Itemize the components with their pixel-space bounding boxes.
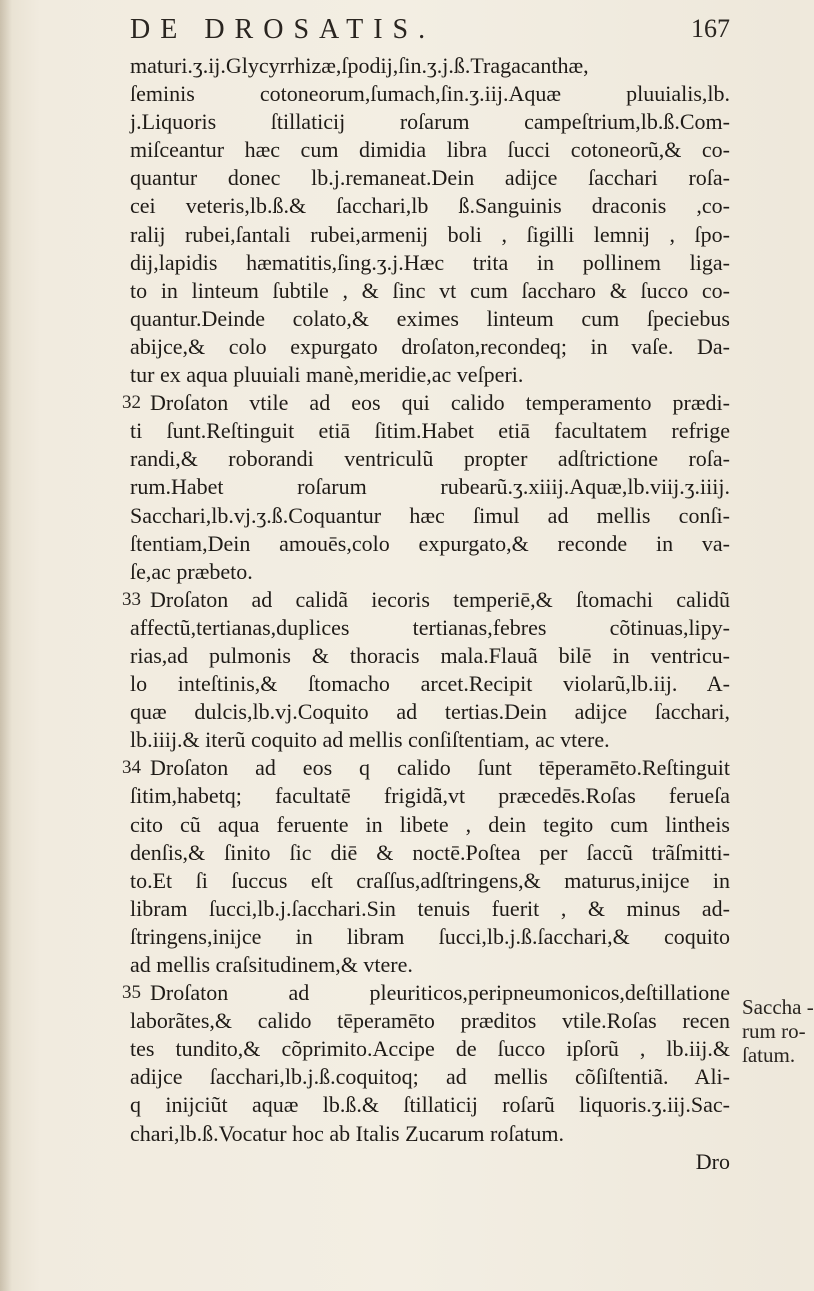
text-line [130, 670, 730, 698]
text-line [130, 305, 730, 333]
running-title: DE DROSATIS. [130, 14, 436, 45]
line-text: lb.iiij.& iterũ coquito ad mellis conſiſtentiam, ac vtere. [130, 727, 610, 753]
text-line [130, 192, 730, 220]
line-text: to in linteum ſubtile , & ſinc vt cum ſaccharo & ſucco co- [130, 277, 730, 303]
text-line [130, 614, 730, 642]
line-text: tes tundito,& cõprimito.Accipe de ſucco ipſorũ , lb.iij.& [130, 1036, 730, 1062]
text-line [130, 951, 730, 979]
text-line [130, 80, 730, 108]
line-text: to.Et ſi ſuccus eſt craſſus,adſtringens,& maturus,inijce in [130, 867, 730, 893]
text-line [130, 164, 730, 192]
text-line [130, 782, 730, 810]
text-line [130, 221, 730, 249]
line-text: quantur.Deinde colato,& eximes linteum cum ſpeciebus [130, 305, 730, 331]
text-line [122, 389, 730, 417]
line-text: Droſaton ad calidã iecoris temperiē,& ſtomachi calidũ [150, 586, 730, 612]
line-text: rum.Habet roſarum rubearũ.ʒ.xiiij.Aquæ,lb.viij.ʒ.iiij. [130, 474, 730, 500]
text-line [130, 698, 730, 726]
text-line [122, 754, 730, 782]
text-line [130, 1063, 730, 1091]
text-line [130, 333, 730, 361]
line-text: affectũ,tertianas,duplices tertianas,febres cõtinuas,lipy- [130, 614, 730, 640]
line-text: j.Liquoris ſtillaticij roſarum campeſtrium,lb.ß.Com- [130, 109, 730, 135]
text-line [130, 1120, 730, 1148]
line-text: laborãtes,& calido tēperamēto præditos vtile.Roſas recen [130, 1008, 730, 1034]
text-line [130, 249, 730, 277]
text-line [122, 979, 730, 1007]
text-line [130, 473, 730, 501]
line-text: Sacchari,lb.vj.ʒ.ß.Coquantur hæc ſimul ad mellis conſi- [130, 502, 730, 528]
text-line [130, 558, 730, 586]
paragraph-number: 32 [122, 392, 141, 414]
line-text: ſeminis cotoneorum,ſumach,ſin.ʒ.iij.Aquæ pluuialis,lb. [130, 81, 730, 107]
text-line [130, 867, 730, 895]
text-line [130, 726, 730, 754]
text-line [130, 417, 730, 445]
text-line [130, 1035, 730, 1063]
page-header [130, 14, 730, 54]
margin-note-line: rum ro- [742, 1019, 806, 1043]
text-line [130, 277, 730, 305]
text-line [130, 108, 730, 136]
line-text: randi,& roborandi ventriculũ propter adſtrictione roſa- [130, 446, 730, 472]
line-text: denſis,& ſinito ſic diē & noctē.Poſtea per ſaccũ trãſmitti- [130, 839, 730, 865]
line-text: Droſaton ad eos q calido ſunt tēperamēto.Reſtinguit [150, 755, 730, 781]
margin-note-line: ſatum. [742, 1043, 796, 1067]
line-text: miſceantur hæc cum dimidia libra ſucci cotoneorũ,& co- [130, 137, 730, 163]
line-text: adijce ſacchari,lb.j.ß.coquitoq; ad mellis cõſiſtentiã. Ali- [130, 1064, 730, 1090]
text-line [130, 923, 730, 951]
text-line [130, 530, 730, 558]
line-text: lo inteſtinis,& ſtomacho arcet.Recipit violarũ,lb.iij. A- [130, 671, 730, 697]
paragraph-number: 35 [122, 982, 141, 1004]
text-line [122, 586, 730, 614]
margin-note [742, 995, 814, 1067]
line-text: rias,ad pulmonis & thoracis mala.Flauã bilē in ventricu- [130, 642, 730, 668]
page-number: 167 [691, 14, 730, 43]
line-text: maturi.ʒ.ij.Glycyrrhizæ,ſpodij,ſin.ʒ.j.ß.Tragacanthæ, [130, 53, 589, 78]
text-line [130, 1007, 730, 1035]
line-text: chari,lb.ß.Vocatur hoc ab Italis Zucarum roſatum. [130, 1120, 564, 1146]
body-text [122, 52, 730, 1176]
text-line [130, 839, 730, 867]
text-line [130, 895, 730, 923]
line-text: ti ſunt.Reſtinguit etiā ſitim.Habet etiā facultatem refrige [130, 418, 730, 444]
line-text: ad mellis craſsitudinem,& vtere. [130, 952, 413, 977]
line-text: cito cũ aqua feruente in libete , dein tegito cum lintheis [130, 811, 730, 837]
line-text: ſtringens,inijce in libram ſucci,lb.j.ß.ſacchari,& coquito [130, 923, 730, 949]
paragraph-number: 34 [122, 757, 141, 779]
line-text: abijce,& colo expurgato droſaton,recondeq; in vaſe. Da- [130, 333, 730, 359]
text-line [130, 136, 730, 164]
line-text: q inijciũt aquæ lb.ß.& ſtillaticij roſarũ liquoris.ʒ.iij.Sac- [130, 1092, 730, 1118]
line-text: quantur donec lb.j.remaneat.Dein adijce ſacchari roſa- [130, 165, 730, 191]
text-line [130, 361, 730, 389]
margin-note-line: Saccha - [742, 995, 814, 1019]
line-text: ſitim,habetq; facultatē frigidã,vt præcedēs.Roſas ferueſa [130, 783, 730, 809]
line-text: dij,lapidis hæmatitis,ſing.ʒ.j.Hæc trita in pollinem liga- [130, 249, 730, 275]
line-text: Droſaton vtile ad eos qui calido temperamento prædi- [150, 390, 730, 416]
binding-shadow [0, 0, 12, 1291]
line-text: Dro [695, 1148, 730, 1174]
catchword [130, 1148, 730, 1176]
text-line [130, 445, 730, 473]
line-text: quæ dulcis,lb.vj.Coquito ad tertias.Dein adijce ſacchari, [130, 699, 730, 725]
text-line [130, 642, 730, 670]
text-line [130, 1091, 730, 1119]
line-text: Droſaton ad pleuriticos,peripneumonicos,deſtillatione [150, 980, 730, 1006]
text-line [130, 811, 730, 839]
line-text: cei veteris,lb.ß.& ſacchari,lb ß.Sanguinis draconis ,co- [130, 193, 730, 219]
line-text: ralij rubei,ſantali rubei,armenij boli , ſigilli lemnij , ſpo- [130, 221, 730, 247]
line-text: ſtentiam,Dein amouēs,colo expurgato,& reconde in va- [130, 530, 730, 556]
text-line [130, 52, 730, 80]
line-text: ſe,ac præbeto. [130, 558, 253, 584]
line-text: tur ex aqua pluuiali manè,meridie,ac veſperi. [130, 362, 524, 388]
paragraph-number: 33 [122, 588, 141, 610]
text-line [130, 502, 730, 530]
line-text: libram ſucci,lb.j.ſacchari.Sin tenuis fuerit , & minus ad- [130, 895, 730, 921]
